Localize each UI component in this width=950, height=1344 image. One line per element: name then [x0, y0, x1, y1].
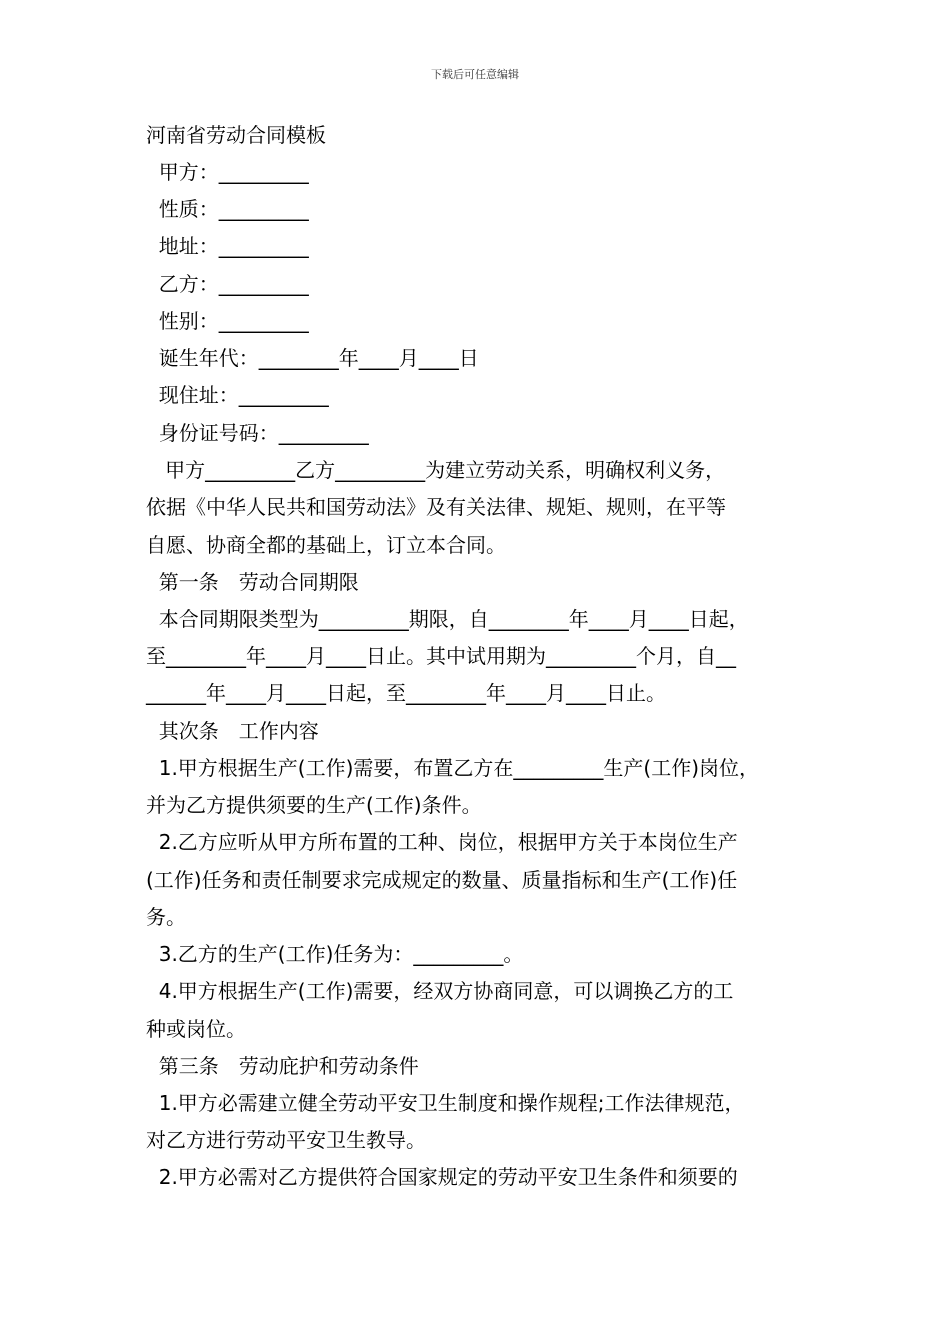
article-3-heading: 第三条 劳动庇护和劳动条件 — [146, 1054, 419, 1078]
field-nature: 性质：_________ — [146, 197, 309, 221]
intro-paragraph-line: 自愿、协商全都的基础上，订立本合同。 — [146, 533, 506, 557]
article-3-line: 2.甲方必需对乙方提供符合国家规定的劳动平安卫生条件和须要的 — [146, 1165, 738, 1189]
article-2-heading: 其次条 工作内容 — [146, 719, 319, 743]
article-2-line: 4.甲方根据生产(工作)需要，经双方协商同意，可以调换乙方的工 — [146, 979, 734, 1003]
field-party-a: 甲方：_________ — [146, 160, 309, 184]
field-address: 地址：_________ — [146, 234, 309, 258]
intro-paragraph-line: 依据《中华人民共和国劳动法》及有关法律、规矩、规则，在平等 — [146, 495, 726, 519]
article-3-line: 1.甲方必需建立健全劳动平安卫生制度和操作规程;工作法律规范， — [146, 1091, 745, 1115]
article-2-line: 并为乙方提供须要的生产(工作)条件。 — [146, 793, 482, 817]
field-birth-date: 诞生年代：________年____月____日 — [146, 346, 479, 370]
article-2-line: 2.乙方应听从甲方所布置的工种、岗位，根据甲方关于本岗位生产 — [146, 830, 738, 854]
field-gender: 性别：_________ — [146, 309, 309, 333]
article-1-line: 本合同期限类型为_________期限，自________年____月____日起， — [146, 607, 749, 631]
article-1-heading: 第一条 劳动合同期限 — [146, 570, 359, 594]
article-2-line: 3.乙方的生产(工作)任务为：_________。 — [146, 942, 524, 966]
article-2-line: 1.甲方根据生产(工作)需要，布置乙方在_________生产(工作)岗位， — [146, 756, 760, 780]
article-1-line: 至________年____月____日止。其中试用期为_________个月，自__ — [146, 644, 736, 668]
article-2-line: 种或岗位。 — [146, 1017, 246, 1041]
field-current-address: 现住址：_________ — [146, 383, 329, 407]
document-title: 河南省劳动合同模板 — [146, 123, 326, 147]
field-id-number: 身份证号码：_________ — [146, 421, 369, 445]
article-2-line: 务。 — [146, 905, 186, 929]
page-header: 下载后可任意编辑 — [431, 68, 519, 81]
article-3-line: 对乙方进行劳动平安卫生教导。 — [146, 1128, 426, 1152]
intro-paragraph-line: 甲方_________乙方_________为建立劳动关系，明确权利义务， — [146, 458, 726, 482]
article-1-line: ______年____月____日起，至________年____月____日止。 — [146, 681, 666, 705]
field-party-b: 乙方：_________ — [146, 272, 309, 296]
article-2-line: (工作)任务和责任制要求完成规定的数量、质量指标和生产(工作)任 — [146, 868, 738, 892]
